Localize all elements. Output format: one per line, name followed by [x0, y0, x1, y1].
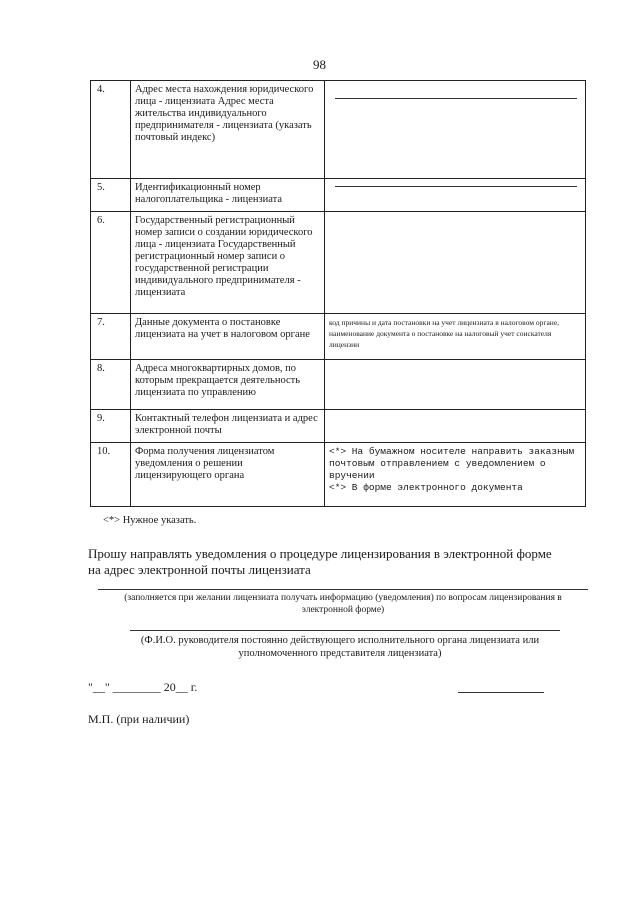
- row-number: 8.: [91, 360, 131, 410]
- row-number: 7.: [91, 314, 131, 360]
- row-number: 6.: [91, 212, 131, 314]
- row-number: 5.: [91, 179, 131, 212]
- row-number: 9.: [91, 410, 131, 443]
- row-value[interactable]: [325, 360, 586, 410]
- value-line: [335, 186, 577, 187]
- row-label: Государственный регистрационный номер записи о создании юридического лица - лицензиата Государственный регистрационный номер записи о государственной регистрации индивидуального предпринимателя - лицензиата: [131, 212, 325, 314]
- footnote: <*> Нужное указать.: [103, 515, 197, 526]
- head-caption: (Ф.И.О. руководителя постоянно действующего исполнительного органа лицензиата или уполномоченного представителя лицензиата): [140, 635, 540, 659]
- head-signature-line[interactable]: [130, 630, 560, 631]
- row-label: Контактный телефон лицензиата и адрес электронной почты: [131, 410, 325, 443]
- row-value[interactable]: [325, 212, 586, 314]
- date-line[interactable]: "__" ________ 20__ г.: [88, 680, 198, 694]
- license-form-table: [90, 80, 586, 507]
- value-line: [335, 98, 577, 99]
- option-electronic[interactable]: <*> В форме электронного документа: [329, 482, 523, 493]
- table-row: [91, 212, 586, 314]
- option-paper[interactable]: <*> На бумажном носителе направить заказным почтовым отправлением с уведомлением о вручении: [329, 446, 575, 481]
- email-line[interactable]: [98, 589, 588, 590]
- row-value[interactable]: [325, 410, 586, 443]
- row-label: Адрес места нахождения юридического лица - лицензиата Адрес места жительства индивидуального предпринимателя - лицензиата (указать почтовый индекс): [131, 81, 325, 179]
- row-label: Адреса многоквартирных домов, по которым прекращается деятельность лицензиата по управлению: [131, 360, 325, 410]
- stamp-label: М.П. (при наличии): [88, 712, 190, 726]
- request-text: Прошу направлять уведомления о процедуре лицензирования в электронной форме на адрес электронной почты лицензиата: [88, 546, 552, 577]
- row-value[interactable]: [325, 81, 586, 179]
- row-value-options: [325, 443, 586, 507]
- page-number: 98: [313, 57, 326, 72]
- table-row: [91, 360, 586, 410]
- table-row: [91, 179, 586, 212]
- row-number: 4.: [91, 81, 131, 179]
- row-value[interactable]: [325, 179, 586, 212]
- email-caption: (заполняется при желании лицензиата получать информацию (уведомления) по вопросам лицензирования в электронной форме): [124, 593, 562, 615]
- table-row: [91, 314, 586, 360]
- table-row: [91, 410, 586, 443]
- row-label: Данные документа о постановке лицензиата на учет в налоговом органе: [131, 314, 325, 360]
- table-row: [91, 443, 586, 507]
- table-row: [91, 81, 586, 179]
- row-label: Форма получения лицензиатом уведомления о решении лицензирующего органа: [131, 443, 325, 507]
- row-number: 10.: [91, 443, 131, 507]
- signature-line[interactable]: [458, 692, 544, 693]
- row-label: Идентификационный номер налогоплательщика - лицензиата: [131, 179, 325, 212]
- row-value[interactable]: код причины и дата постановки на учет лицензиата в налоговом органе, наименование документа о постановке на налоговый учет соискателя лицензии: [325, 314, 586, 360]
